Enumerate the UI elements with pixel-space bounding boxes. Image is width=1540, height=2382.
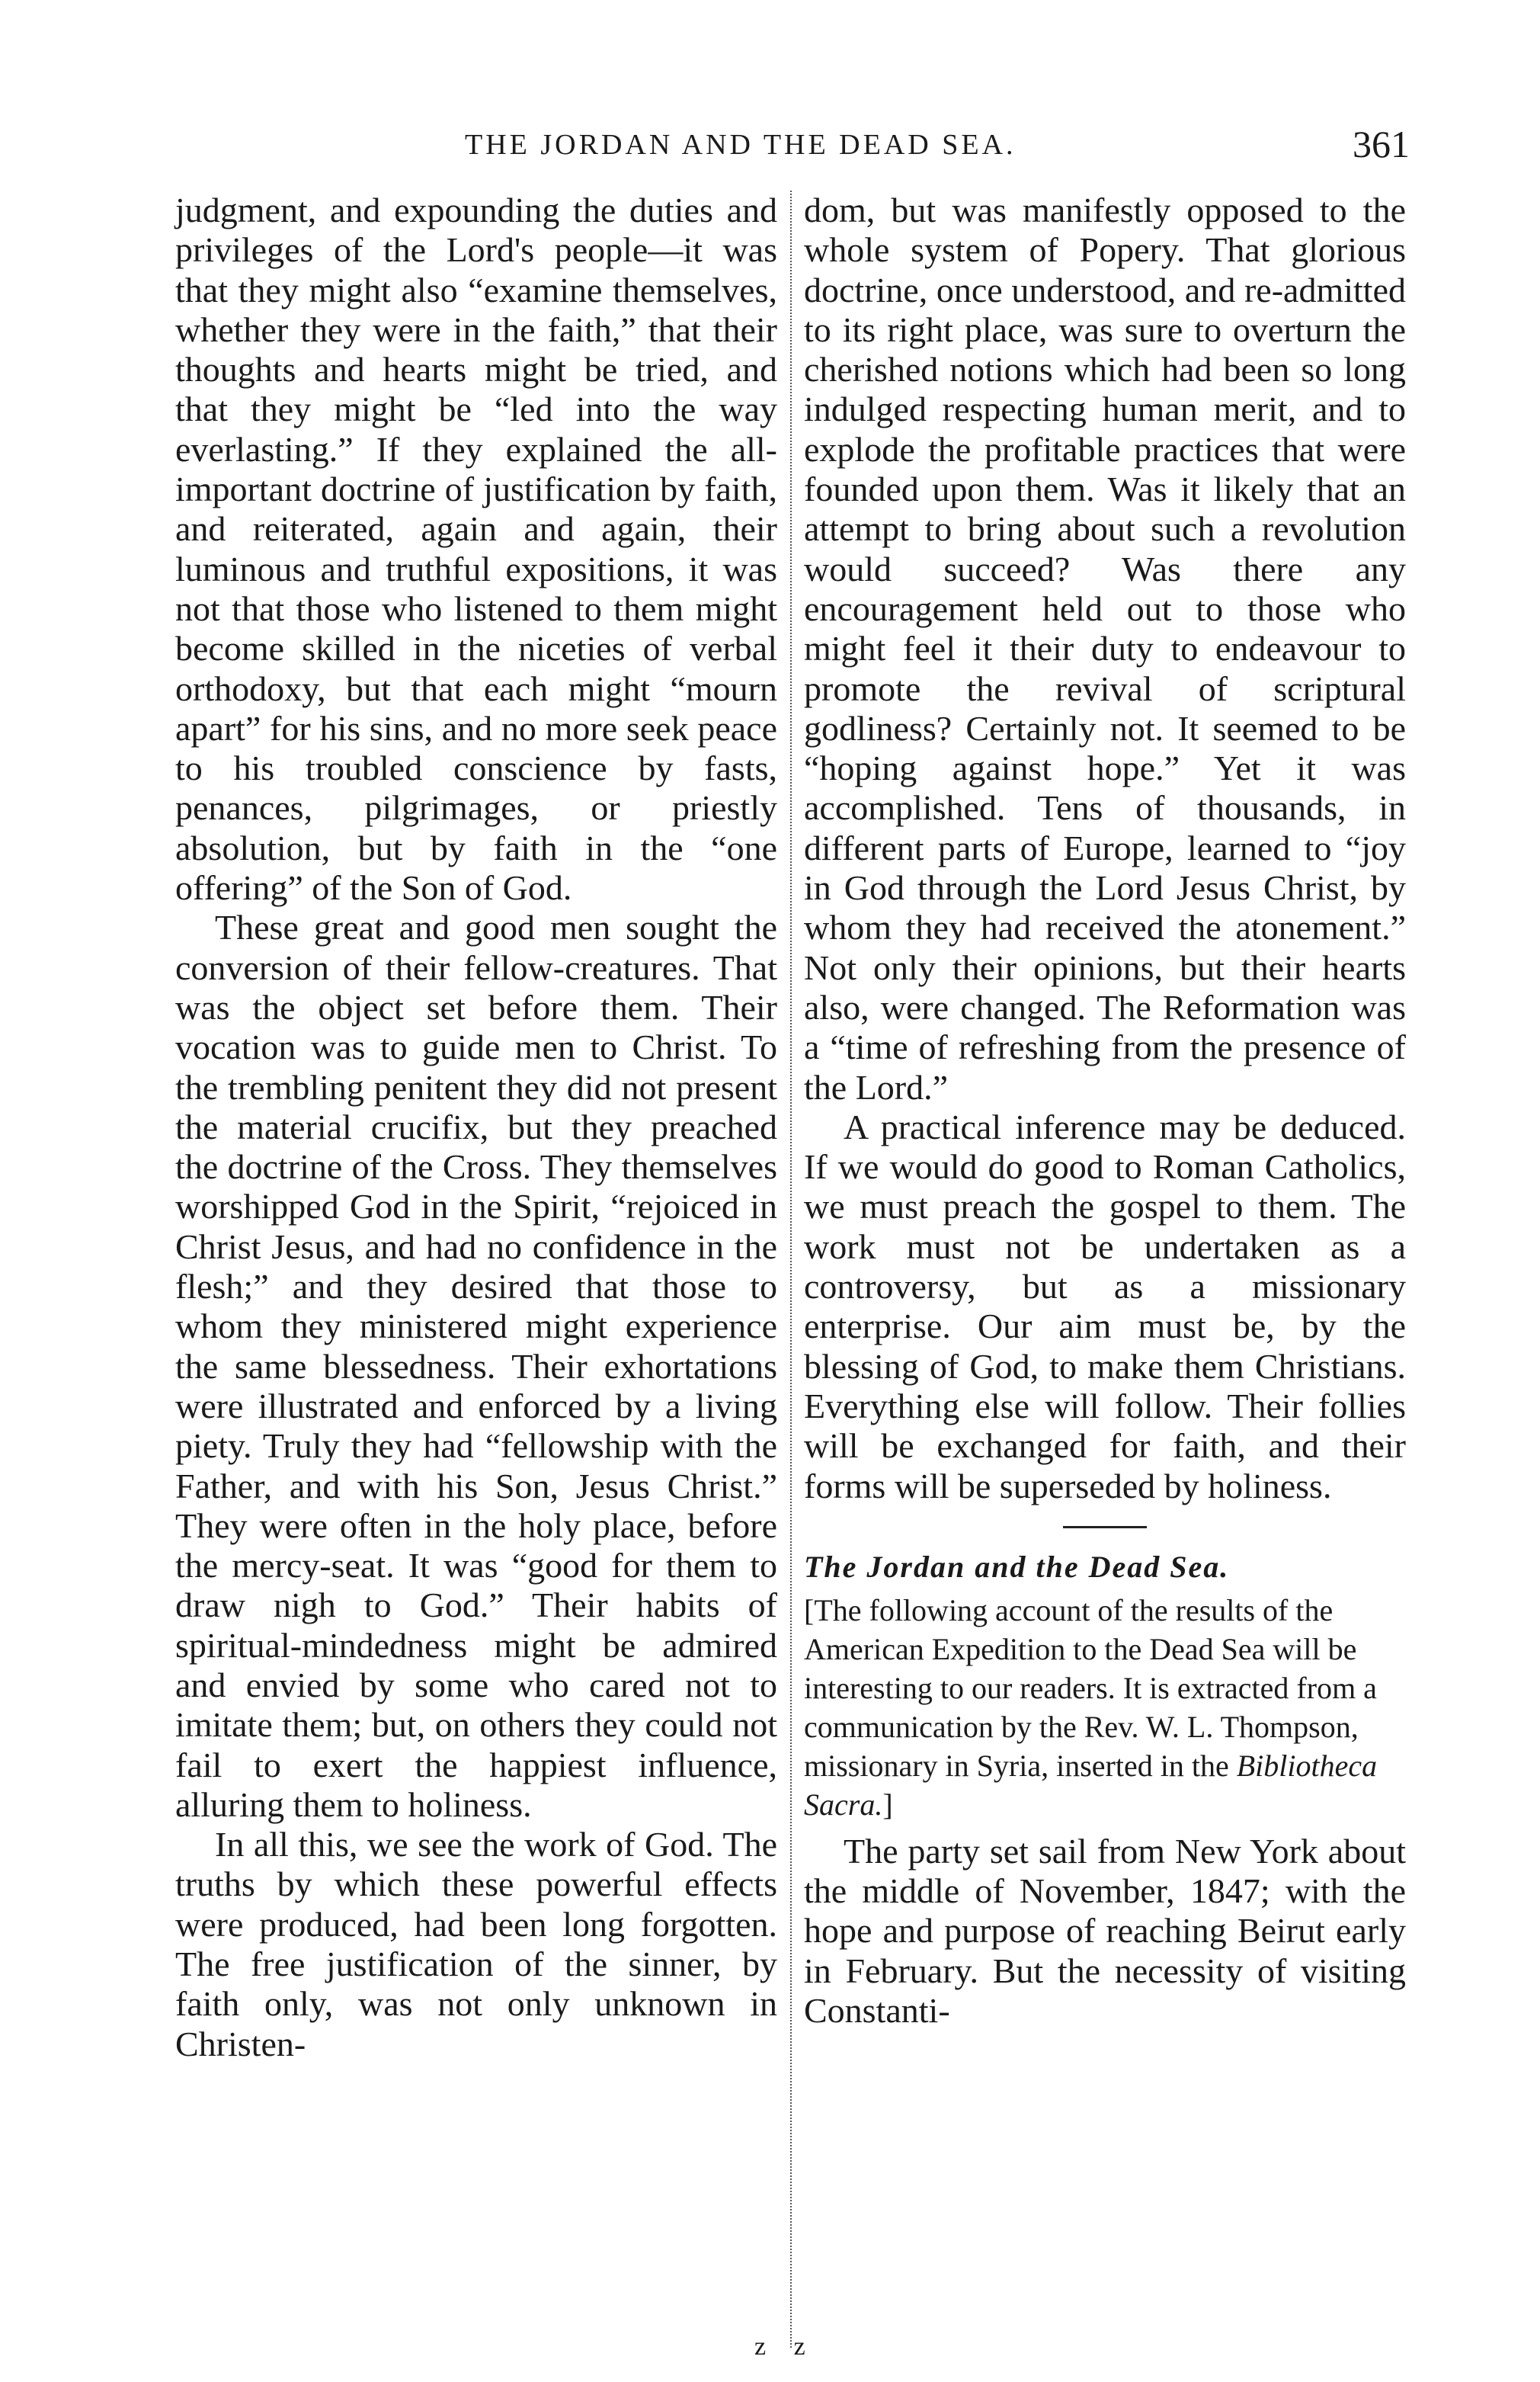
column-divider — [790, 191, 792, 2348]
page-number: 361 — [1353, 123, 1410, 165]
paragraph-right-2: A practical inference may be deduced. If we would do good to Roman Catholics, we must preach the gospel to them. The work must not be undertaken as a controversy, but as a missionary enterprise. Our aim must be, by the blessing of God, to make them Christians. Everything else will follow. Their follies will be exchanged for faith, and their forms will be superseded by holiness. — [804, 1107, 1406, 1505]
paragraph-right-1: dom, but was manifestly opposed to the whole system of Popery. That glorious doctrine, once understood, and re-admitted to its right place, was sure to overturn the cherished notions which had been so long indulged respecting human merit, and to explode the profitable practices that were founded upon them. Was it likely that an attempt to bring about such a revolution would succeed? Was there any encouragement held out to those who might feel it their duty to endeavour to promote the revival of scriptural godliness? Certainly not. It seemed to be “hoping against hope.” Yet it was accomplished. Tens of thousands, in different parts of Europe, learned to “joy in God through the Lord Jesus Christ, by whom they had received the atonement.” Not only their opinions, but their hearts also, were changed. The Reformation was a “time of refreshing from the presence of the Lord.” — [804, 191, 1406, 1107]
section-rule — [1063, 1526, 1147, 1528]
section-heading: The Jordan and the Dead Sea. — [804, 1549, 1230, 1584]
editor-note-close: ] — [882, 1787, 893, 1822]
right-column — [804, 191, 1406, 2031]
editor-note — [804, 1591, 1406, 1824]
journal-title: Bibliotheca Sacra. — [804, 1748, 1378, 1822]
signature-mark: z z — [754, 2332, 816, 2361]
left-column — [175, 191, 777, 2064]
editor-note-text: [The following account of the results of the American Expedition to the Dead Sea will be interesting to our readers. It is extracted from a communication by the Rev. W. L. Thompson, missionary in Syria, inserted in the — [804, 1592, 1377, 1783]
paragraph-left-2: These great and good men sought the conversion of their fellow-creatures. That was the object set before them. Their vocation was to guide men to Christ. To the trembling penitent they did not present the material crucifix, but they preached the doctrine of the Cross. They themselves worshipped God in the Spirit, “rejoiced in Christ Jesus, and had no confidence in the flesh;” and they desired that those to whom they ministered might experience the same blessedness. Their exhortations were illustrated and enforced by a living piety. Truly they had “fellowship with the Father, and with his Son, Jesus Christ.” They were often in the holy place, before the mercy-seat. It was “good for them to draw nigh to God.” Their habits of spiritual-mindedness might be admired and envied by some who cared not to imitate them; but, on others they could not fail to exert the happiest influence, alluring them to holiness. — [175, 908, 777, 1824]
paragraph-right-3: The party set sail from New York about the middle of November, 1847; with the hope and purpose of reaching Beirut early in February. But the necessity of visiting Constanti- — [804, 1831, 1406, 2030]
running-title: THE JORDAN AND THE DEAD SEA. — [465, 129, 1017, 161]
page-header — [175, 123, 1410, 174]
paragraph-left-3: In all this, we see the work of God. The truths by which these powerful effects were produced, had been long forgotten. The free justification of the sinner, by faith only, was not only unknown in Christen- — [175, 1825, 777, 2063]
paragraph-left-1: judgment, and expounding the duties and privileges of the Lord's people—it was that they might also “examine themselves, whether they were in the faith,” that their thoughts and hearts might be tried, and that they might be “led into the way everlasting.” If they explained the all-important doctrine of justification by faith, and reiterated, again and again, their luminous and truthful expositions, it was not that those who listened to them might become skilled in the niceties of verbal orthodoxy, but that each might “mourn apart” for his sins, and no more seek peace to his troubled conscience by fasts, penances, pilgrimages, or priestly absolution, but by faith in the “one offering” of the Son of God. — [175, 191, 777, 908]
